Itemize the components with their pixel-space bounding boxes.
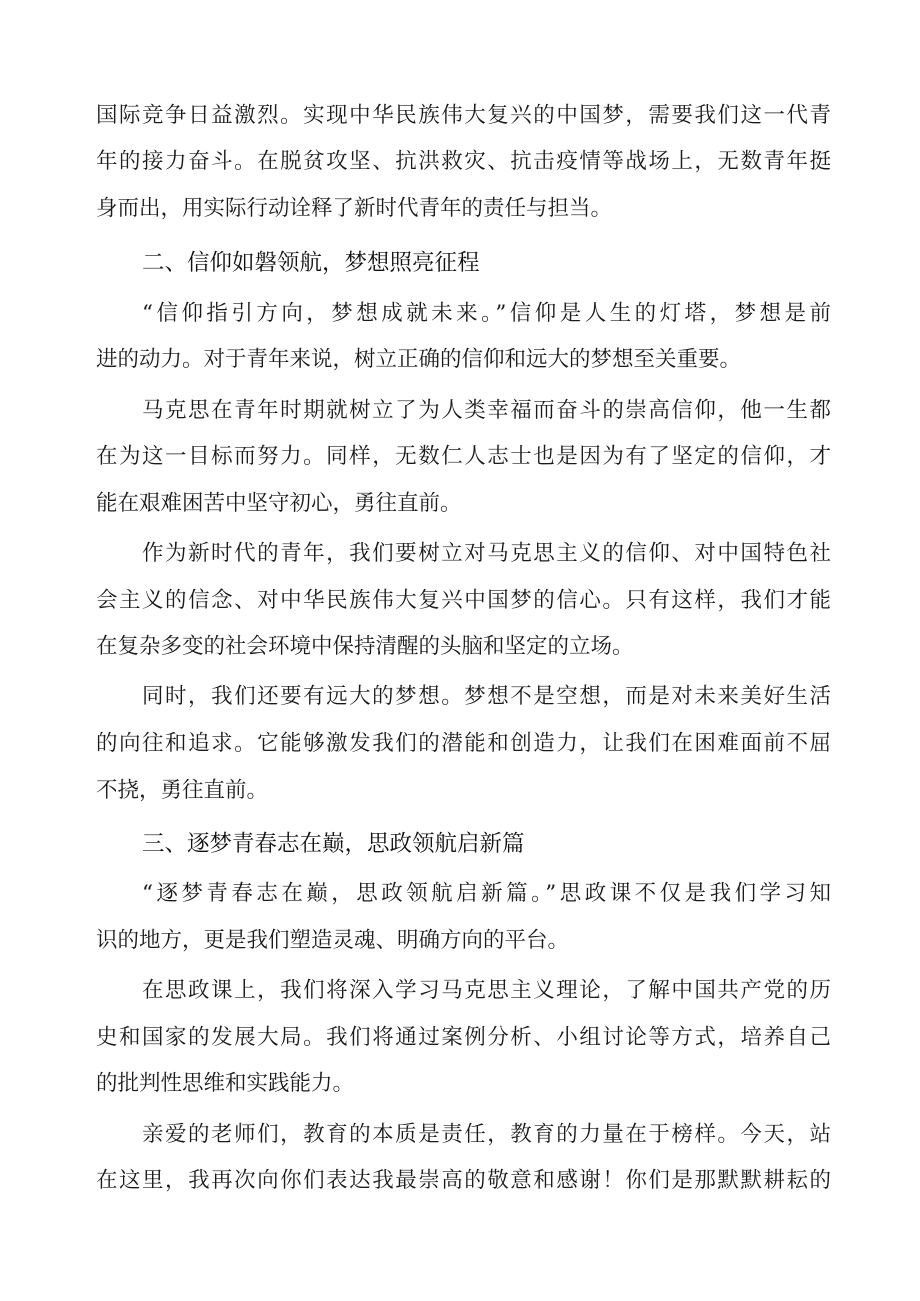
text-line: 会主义的信念、对中华民族伟大复兴中国梦的信心。只有这样，我们才能 <box>96 588 831 613</box>
text-line: 在复杂多变的社会环境中保持清醒的头脑和坚定的立场。 <box>96 634 634 659</box>
text-line: 在思政课上，我们将深入学习马克思主义理论，了解中国共产党的历 <box>142 978 831 1003</box>
text-line: 识的地方，更是我们塑造灵魂、明确方向的平台。 <box>96 928 570 953</box>
section-heading: 二、信仰如磐领航，梦想照亮征程 <box>142 250 480 276</box>
text-line: 史和国家的发展大局。我们将通过案例分析、小组讨论等方式，培养自己 <box>96 1025 831 1050</box>
text-line: 年的接力奋斗。在脱贫攻坚、抗洪救灾、抗击疫情等战场上，无数青年挺 <box>96 149 831 174</box>
text-line: 的向往和追求。它能够激发我们的潜能和创造力，让我们在困难面前不屈 <box>96 731 831 756</box>
text-line: “逐梦青春志在巅，思政领航启新篇。”思政课不仅是我们学习知 <box>142 881 831 906</box>
text-line: 同时，我们还要有远大的梦想。梦想不是空想，而是对未来美好生活 <box>142 684 831 709</box>
text-line: 马克思在青年时期就树立了为人类幸福而奋斗的崇高信仰，他一生都 <box>142 398 831 423</box>
text-line: 进的动力。对于青年来说，树立正确的信仰和远大的梦想至关重要。 <box>96 347 742 372</box>
text-line: 的批判性思维和实践能力。 <box>96 1071 355 1096</box>
text-line: 身而出，用实际行动诠释了新时代青年的责任与担当。 <box>96 196 613 221</box>
text-line: “信仰指引方向，梦想成就未来。”信仰是人生的灯塔，梦想是前 <box>142 301 831 326</box>
text-line: 不挠，勇往直前。 <box>96 778 269 803</box>
text-line: 亲爱的老师们，教育的本质是责任，教育的力量在于榜样。今天，站 <box>142 1122 831 1147</box>
text-line: 在这里，我再次向你们表达我最崇高的敬意和感谢！你们是那默默耕耘的 <box>96 1168 831 1193</box>
text-line: 国际竞争日益激烈。实现中华民族伟大复兴的中国梦，需要我们这一代青 <box>96 103 831 128</box>
text-line: 能在艰难困苦中坚守初心，勇往直前。 <box>96 491 462 516</box>
text-line: 作为新时代的青年，我们要树立对马克思主义的信仰、对中国特色社 <box>142 541 831 566</box>
text-line: 在为这一目标而努力。同样，无数仁人志士也是因为有了坚定的信仰，才 <box>96 444 831 469</box>
section-heading: 三、逐梦青春志在巅，思政领航启新篇 <box>142 831 525 857</box>
